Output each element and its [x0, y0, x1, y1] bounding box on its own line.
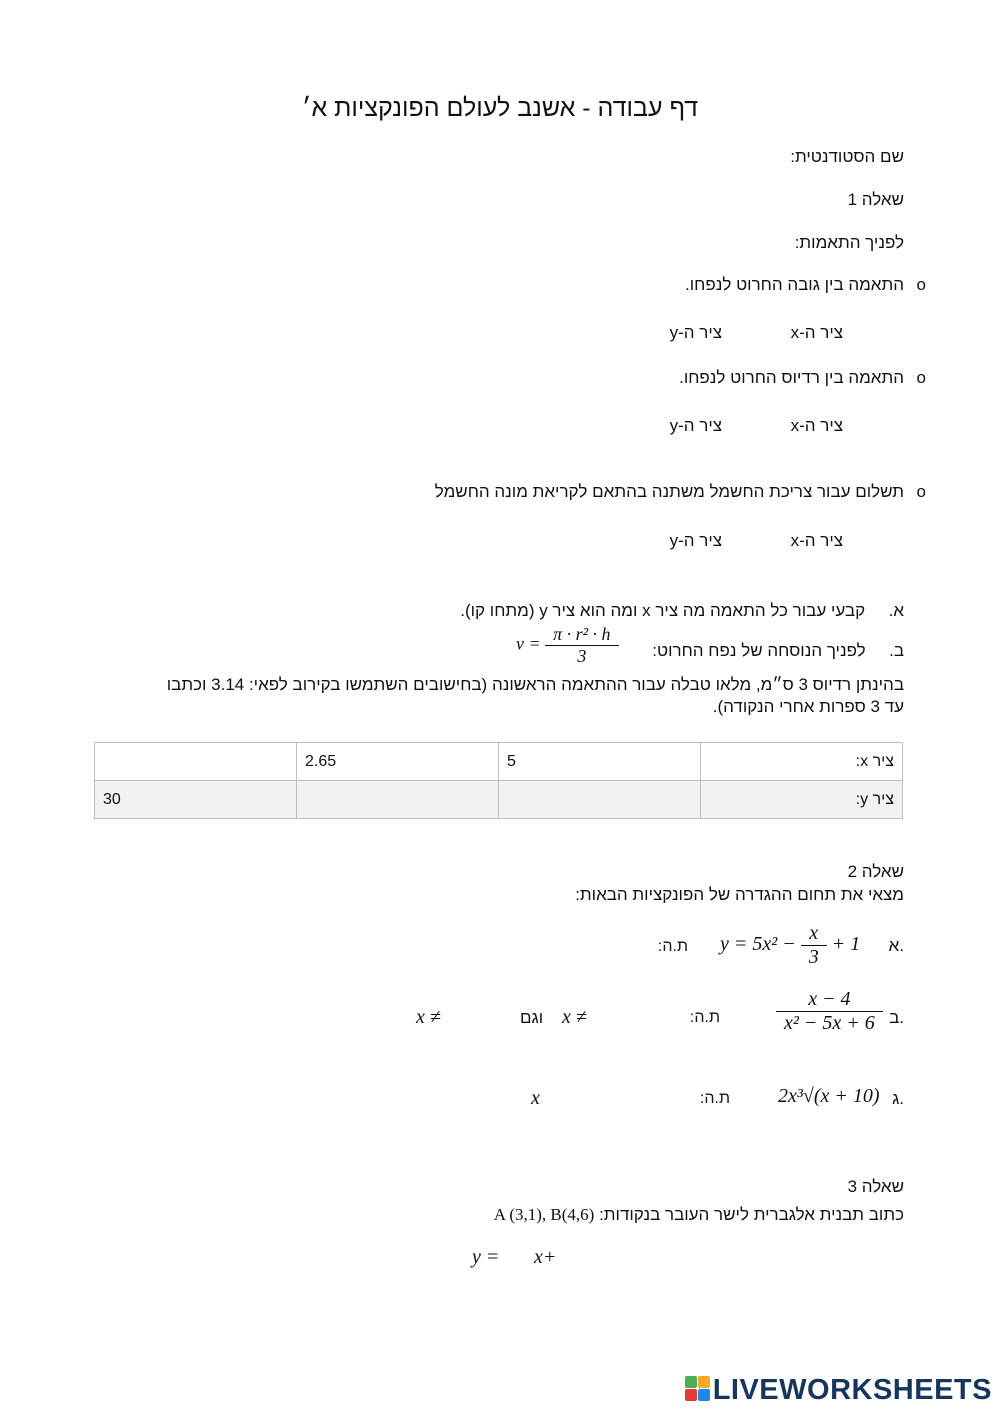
q2-a-expr-lhs: y = 5x² − — [720, 933, 796, 956]
q3-answer-y: y = — [472, 1246, 500, 1268]
bullet-icon: o — [916, 275, 926, 294]
bullet-3 — [434, 482, 926, 502]
q3-answer-x: x+ — [534, 1246, 557, 1268]
q2-b-numerator: x − 4 — [808, 988, 851, 1010]
bullet-2-text: התאמה בין רדיוס החרוט לנפחו. — [679, 368, 904, 387]
instruction-line-1: בהינתן רדיוס 3 ס״מ, מלאו טבלה עבור ההתאמה הראשונה (בחישובים השתמשו בקירוב לפאי: 3.14 וכתבו — [166, 675, 904, 694]
table-row — [95, 743, 903, 781]
bullet-1-text: התאמה בין גובה החרוט לנפחו. — [685, 275, 904, 294]
bullet-2 — [679, 368, 926, 388]
part-b-text: לפניך הנוסחה של נפח החרוט: — [652, 641, 866, 660]
table-cell[interactable]: 2.65 — [297, 743, 499, 781]
bullet-3-x-axis: ציר ה-x — [790, 531, 843, 550]
q2-a-numerator: x — [809, 922, 819, 944]
question-2-heading: שאלה 2 — [847, 862, 904, 881]
question-3-intro — [494, 1205, 904, 1225]
liveworksheets-icon — [685, 1376, 711, 1402]
part-a-label: א. — [888, 601, 904, 620]
page-title: דף עבודה - אשנב לעולם הפונקציות א׳ — [301, 94, 699, 122]
formula-fraction — [549, 624, 614, 667]
table-cell[interactable] — [95, 743, 297, 781]
bullet-1-y-axis: ציר ה-y — [669, 323, 722, 342]
table-cell[interactable]: 5 — [499, 743, 701, 781]
q2-b-expression — [776, 988, 883, 1035]
q2-a-expression — [720, 922, 860, 969]
q2-c-domain-label: ת.ה: — [699, 1090, 730, 1107]
q2-b-label: ב. — [889, 1008, 904, 1027]
q2-a-expr-tail: + 1 — [831, 933, 861, 956]
formula-lhs: v = — [516, 633, 541, 654]
liveworksheets-logo — [685, 1374, 992, 1407]
formula-denominator: 3 — [545, 645, 618, 667]
watermark-text: LIVEWORKSHEETS — [712, 1374, 992, 1406]
q2-a-domain-label: ת.ה: — [657, 938, 688, 955]
q2-a-fraction — [805, 922, 823, 969]
q2-b-fraction — [780, 988, 879, 1035]
table-cell-x-label: ציר x: — [701, 743, 903, 781]
cone-volume-formula — [516, 624, 619, 667]
question-3-heading: שאלה 3 — [847, 1177, 904, 1196]
table-cell[interactable]: 30 — [95, 781, 297, 819]
q2-b-joiner: וגם — [520, 1008, 544, 1027]
values-table — [94, 742, 903, 819]
formula-numerator: π · r² · h — [553, 624, 611, 644]
table-cell[interactable] — [297, 781, 499, 819]
question-2-intro: מצאי את תחום ההגדרה של הפונקציות הבאות: — [575, 885, 904, 904]
q2-c-expression: 2x³√(x + 10) — [778, 1085, 880, 1107]
q2-c-answer-var: x — [531, 1087, 540, 1109]
q2-b-condition-2: x ≠ — [416, 1006, 441, 1028]
question-3-points: A (3,1), B(4,6) — [493, 1205, 595, 1224]
q2-a-denominator: 3 — [801, 945, 827, 969]
q2-c-label: ג. — [892, 1089, 904, 1108]
question-1-heading: שאלה 1 — [847, 190, 904, 209]
student-name-label: שם הסטודנטית: — [790, 147, 904, 166]
table-cell[interactable] — [499, 781, 701, 819]
part-a — [460, 601, 904, 621]
q2-b-condition-1: x ≠ — [562, 1006, 587, 1028]
question-1-intro: לפניך התאמות: — [794, 233, 904, 252]
bullet-3-y-axis: ציר ה-y — [669, 531, 722, 550]
part-a-text: קבעי עבור כל התאמה מה ציר x ומה הוא ציר y (מתחו קו). — [460, 601, 866, 620]
q2-b-denominator: x² − 5x + 6 — [776, 1011, 883, 1035]
bullet-3-text: תשלום עבור צריכת החשמל משתנה בהתאם לקריאת מונה החשמל — [434, 482, 904, 501]
q2-a-label: א. — [888, 936, 904, 955]
instruction-line-2: עד 3 ספרות אחרי הנקודה). — [712, 697, 904, 716]
q2-b-domain-label: ת.ה: — [689, 1009, 720, 1026]
bullet-2-y-axis: ציר ה-y — [669, 416, 722, 435]
table-cell-y-label: ציר y: — [701, 781, 903, 819]
bullet-1-x-axis: ציר ה-x — [790, 323, 843, 342]
bullet-icon: o — [916, 368, 926, 387]
part-b-label: ב. — [889, 641, 904, 660]
bullet-1 — [685, 275, 926, 295]
bullet-2-x-axis: ציר ה-x — [790, 416, 843, 435]
question-3-intro-text: כתוב תבנית אלגברית לישר העובר בנקודות: — [599, 1205, 904, 1224]
bullet-icon: o — [916, 482, 926, 501]
table-row — [95, 781, 903, 819]
part-b — [652, 641, 904, 661]
